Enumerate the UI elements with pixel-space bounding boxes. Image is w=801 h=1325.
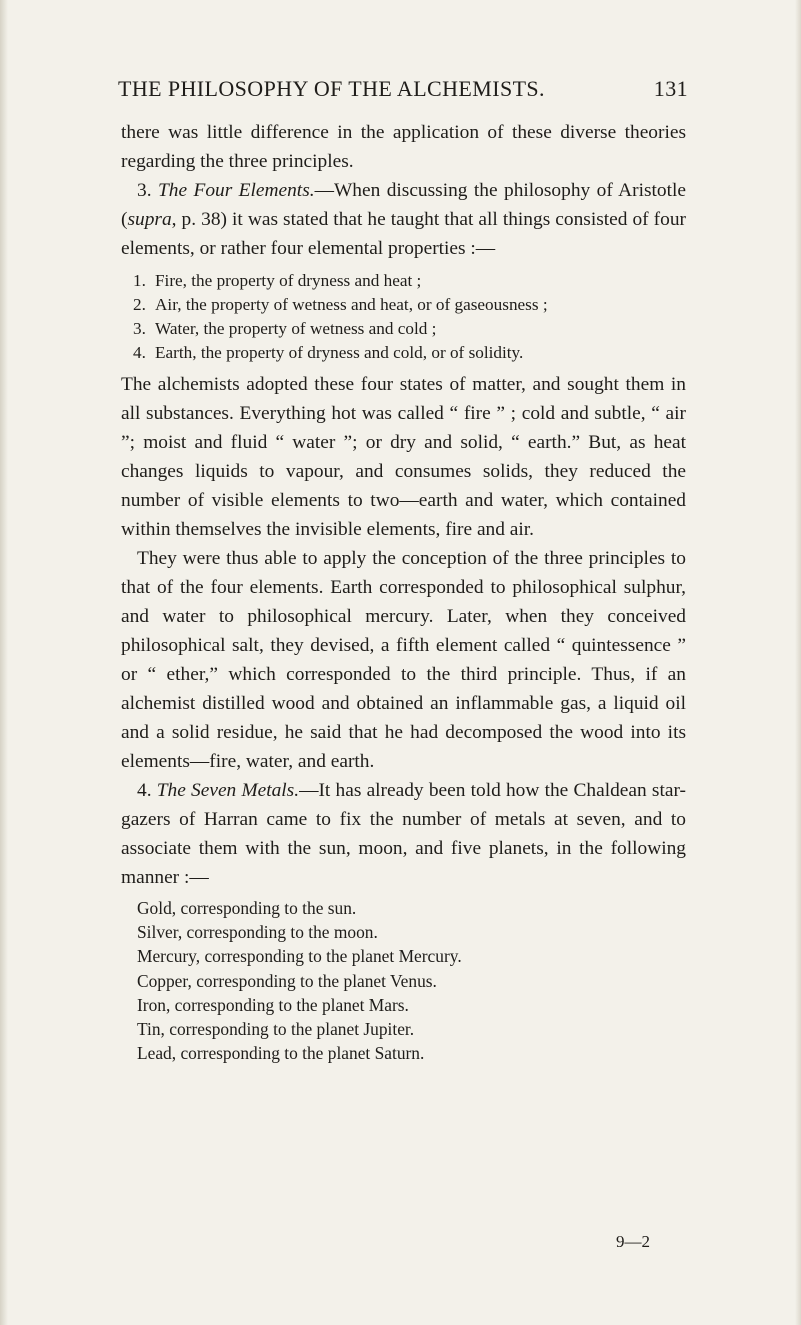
elements-list: [121, 269, 686, 365]
list-item: Lead, corresponding to the planet Saturn.: [137, 1043, 425, 1064]
paragraph-four-elements: [121, 176, 686, 263]
list-item: Tin, corresponding to the planet Jupiter.: [137, 1019, 415, 1040]
page-number: 131: [653, 76, 688, 101]
list-item: Iron, corresponding to the planet Mars.: [137, 994, 409, 1015]
supra-reference: supra: [127, 209, 172, 230]
section-heading-four-elements: The Four Elements.: [157, 180, 315, 201]
list-item: Gold, corresponding to the sun.: [137, 898, 357, 918]
list-item: [133, 341, 686, 365]
list-item: [133, 269, 686, 293]
list-item-number: 1.: [133, 271, 146, 290]
list-item: Silver, corresponding to the moon.: [137, 922, 378, 943]
list-item-text: Water, the property of wetness and cold ;: [155, 319, 437, 338]
metals-list: [121, 896, 686, 1065]
paragraph-text: , p. 38) it was stated that he taught that all things consisted of four elements, or rather four elemental properties :—: [121, 209, 686, 259]
list-item-text: Earth, the property of dryness and cold, or of solidity.: [155, 343, 524, 362]
paragraph-states-of-matter: The alchemists adopted these four states of matter, and sought them in all substances. Everything hot was called “ fire ” ; cold and subtle, “ air ”; moist and fluid “ water ”; or dry and solid, “ earth.” But, as heat changes liquids to vapour, and consumes solids, they reduced the number of visible elements to two—earth and water, which contained within themselves the invisible elements, fire and air.: [121, 374, 686, 540]
list-item: [133, 317, 686, 341]
list-item-number: 4.: [133, 343, 146, 362]
paragraph-1: there was little difference in the application of these diverse theories regarding the three principles.: [121, 122, 686, 172]
section-heading-seven-metals: The Seven Metals.: [156, 780, 300, 801]
paragraph-text: —It has already been told how the Chaldean star-gazers of Harran came to fix the number of metals at seven, and to associate them with the sun, moon, and five planets, in the following manner :—: [121, 780, 686, 888]
list-item-number: 3.: [133, 319, 146, 338]
body-text: [121, 118, 686, 1065]
paragraph-text: —When discussing the philosophy of Aristotle (: [121, 180, 686, 230]
signature-mark: 9—2: [616, 1232, 650, 1251]
list-item-text: Air, the property of wetness and heat, or of gaseousness ;: [155, 295, 548, 314]
list-item: Copper, corresponding to the planet Venus.: [137, 970, 437, 991]
list-item-text: Fire, the property of dryness and heat ;: [155, 271, 422, 290]
paragraph-three-principles: They were thus able to apply the conception of the three principles to that of the four elements. Earth corresponded to philosophical sulphur, and water to philosophical mercury. Later, when they conceived philosophical salt, they devised, a fifth element called “ quintessence ” or “ ether,” which corresponded to the third principle. Thus, if an alchemist distilled wood and obtained an inflammable gas, a liquid oil and a solid residue, he said that he had decomposed the wood into its elements—fire, water, and earth.: [121, 548, 686, 772]
running-head-title: THE PHILOSOPHY OF THE ALCHEMISTS.: [118, 76, 545, 101]
list-item-number: 2.: [133, 295, 146, 314]
section-number: 3.: [137, 180, 152, 201]
list-item: [133, 293, 686, 317]
section-number: 4.: [137, 780, 152, 801]
list-item: Mercury, corresponding to the planet Mercury.: [137, 946, 462, 967]
paragraph-seven-metals: [121, 776, 686, 892]
